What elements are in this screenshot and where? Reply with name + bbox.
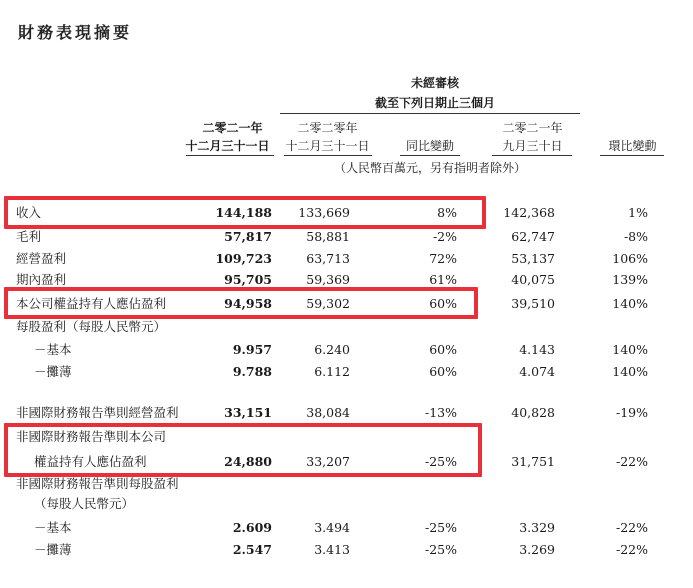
value-q3-2021: 31,751 bbox=[511, 454, 555, 469]
value-qoq-change: -19% bbox=[615, 405, 648, 420]
table-row bbox=[0, 496, 693, 512]
col1-header-year: 二零二一年 bbox=[202, 121, 263, 135]
value-q4-2020: 133,669 bbox=[298, 205, 350, 220]
row-label: 經營盈利 bbox=[16, 251, 67, 266]
row-label: 毛利 bbox=[16, 229, 42, 244]
row-label: 非國際財務報告準則經營盈利 bbox=[16, 405, 179, 420]
period-caption: 截至下列日期止三個月 bbox=[374, 96, 495, 110]
col4-header-date: 九月三十日 bbox=[502, 139, 563, 153]
value-qoq-change: -8% bbox=[623, 229, 648, 244]
value-q4-2021: 95,705 bbox=[224, 272, 272, 287]
value-yoy-change: 8% bbox=[437, 205, 457, 220]
table-row bbox=[0, 405, 693, 421]
row-label: －攤薄 bbox=[34, 364, 72, 379]
row-label: 每股盈利（每股人民幣元） bbox=[16, 319, 167, 334]
row-label: －攤薄 bbox=[34, 542, 72, 557]
col2-header-date: 十二月三十一日 bbox=[285, 139, 370, 153]
value-q4-2021: 2.609 bbox=[232, 520, 272, 535]
col5-header: 環比變動 bbox=[608, 139, 657, 153]
row-label: 權益持有人應佔盈利 bbox=[34, 454, 147, 469]
value-qoq-change: 140% bbox=[612, 342, 648, 357]
table-row bbox=[0, 476, 693, 492]
value-yoy-change: -25% bbox=[424, 520, 457, 535]
value-q4-2020: 6.240 bbox=[314, 342, 350, 357]
row-label: 非國際財務報告準則每股盈利 bbox=[16, 476, 179, 491]
value-q3-2021: 40,828 bbox=[511, 405, 555, 420]
col4-header-year: 二零二一年 bbox=[502, 121, 563, 135]
table-row bbox=[0, 205, 693, 221]
value-q4-2021: 94,958 bbox=[224, 296, 272, 311]
value-q4-2021: 33,151 bbox=[224, 405, 272, 420]
value-qoq-change: 139% bbox=[612, 272, 648, 287]
value-q3-2021: 3.269 bbox=[519, 542, 555, 557]
row-label: （每股人民幣元） bbox=[34, 496, 135, 511]
table-row bbox=[0, 319, 693, 335]
value-q4-2020: 6.112 bbox=[314, 364, 350, 379]
value-q4-2021: 144,188 bbox=[215, 205, 272, 220]
value-qoq-change: 140% bbox=[612, 296, 648, 311]
row-label: 本公司權益持有人應佔盈利 bbox=[16, 296, 167, 311]
table-row bbox=[0, 520, 693, 536]
value-q4-2020: 33,207 bbox=[306, 454, 350, 469]
row-label: 非國際財務報告準則本公司 bbox=[16, 429, 167, 444]
table-row bbox=[0, 429, 693, 445]
period-underline bbox=[280, 113, 580, 114]
table-row bbox=[0, 272, 693, 288]
table-row bbox=[0, 454, 693, 470]
value-q4-2020: 38,084 bbox=[306, 405, 350, 420]
value-q4-2021: 2.547 bbox=[232, 542, 272, 557]
col3-header: 同比變動 bbox=[405, 139, 454, 153]
page-title: 財務表現摘要 bbox=[18, 23, 133, 42]
col1-header-date: 十二月三十一日 bbox=[185, 139, 270, 153]
value-q4-2020: 58,881 bbox=[306, 229, 350, 244]
col2-header-underline bbox=[284, 155, 372, 156]
value-q4-2021: 109,723 bbox=[215, 251, 272, 266]
value-q3-2021: 4.074 bbox=[519, 364, 555, 379]
value-yoy-change: 60% bbox=[429, 364, 457, 379]
value-yoy-change: -25% bbox=[424, 454, 457, 469]
col2-header-year: 二零二零年 bbox=[297, 121, 358, 135]
value-qoq-change: -22% bbox=[615, 520, 648, 535]
table-row bbox=[0, 342, 693, 358]
value-q4-2021: 9.957 bbox=[232, 342, 272, 357]
value-q4-2020: 59,369 bbox=[306, 272, 350, 287]
audit-note: 未經審核 bbox=[410, 76, 459, 90]
value-qoq-change: -22% bbox=[615, 542, 648, 557]
table-row bbox=[0, 229, 693, 245]
col1-header-underline bbox=[186, 155, 274, 156]
value-q3-2021: 53,137 bbox=[511, 251, 555, 266]
value-yoy-change: 60% bbox=[429, 342, 457, 357]
value-qoq-change: 106% bbox=[612, 251, 648, 266]
value-yoy-change: 61% bbox=[429, 272, 457, 287]
value-q3-2021: 40,075 bbox=[511, 272, 555, 287]
table-row bbox=[0, 251, 693, 267]
value-q3-2021: 62,747 bbox=[511, 229, 555, 244]
value-q4-2020: 63,713 bbox=[306, 251, 350, 266]
value-qoq-change: 1% bbox=[628, 205, 648, 220]
value-q4-2020: 59,302 bbox=[306, 296, 350, 311]
row-label: 收入 bbox=[16, 205, 42, 220]
value-q3-2021: 4.143 bbox=[519, 342, 555, 357]
table-row bbox=[0, 542, 693, 558]
value-q4-2020: 3.494 bbox=[314, 520, 350, 535]
value-qoq-change: 140% bbox=[612, 364, 648, 379]
unit-note: （人民幣百萬元，另有指明者除外） bbox=[333, 161, 526, 175]
col3-header-underline bbox=[400, 155, 460, 156]
value-q4-2021: 24,880 bbox=[224, 454, 272, 469]
value-yoy-change: -13% bbox=[424, 405, 457, 420]
value-q3-2021: 39,510 bbox=[511, 296, 555, 311]
value-q3-2021: 3.329 bbox=[519, 520, 555, 535]
row-label: －基本 bbox=[34, 520, 72, 535]
col4-header-underline bbox=[492, 155, 572, 156]
col5-header-underline bbox=[600, 155, 664, 156]
table-row bbox=[0, 364, 693, 380]
value-q4-2021: 57,817 bbox=[224, 229, 272, 244]
value-qoq-change: -22% bbox=[615, 454, 648, 469]
row-label: 期內盈利 bbox=[16, 272, 67, 287]
value-q4-2020: 3.413 bbox=[314, 542, 350, 557]
value-q3-2021: 142,368 bbox=[503, 205, 555, 220]
row-label: －基本 bbox=[34, 342, 72, 357]
value-yoy-change: 72% bbox=[429, 251, 457, 266]
value-yoy-change: -25% bbox=[424, 542, 457, 557]
value-q4-2021: 9.788 bbox=[232, 364, 272, 379]
table-row bbox=[0, 296, 693, 312]
value-yoy-change: 60% bbox=[429, 296, 457, 311]
value-yoy-change: -2% bbox=[432, 229, 457, 244]
